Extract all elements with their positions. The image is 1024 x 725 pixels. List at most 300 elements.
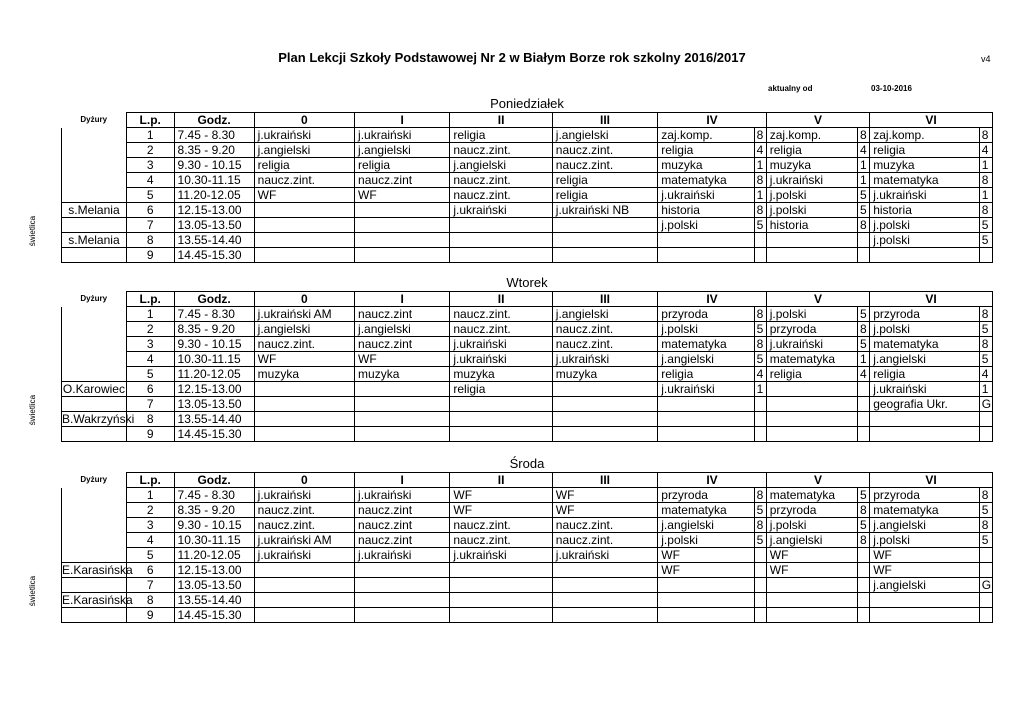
subject-cell: [658, 233, 754, 248]
lesson-number: 2: [126, 322, 174, 337]
table-row: [62, 173, 993, 188]
room-number-cell: [979, 412, 992, 427]
subject-cell: naucz.zint.: [450, 173, 552, 188]
class-header: VI: [870, 113, 993, 128]
subject-cell: przyroda: [658, 307, 754, 322]
class-header: V: [766, 473, 869, 488]
room-number-cell: [858, 397, 870, 412]
subject-cell: naucz.zint: [355, 173, 450, 188]
subject-cell: religia: [658, 367, 754, 382]
room-number-cell: 8: [754, 488, 766, 503]
subject-cell: j.ukraiński: [355, 128, 450, 143]
subject-cell: matematyka: [658, 337, 754, 352]
room-number-cell: 5: [979, 533, 992, 548]
subject-cell: naucz.zint.: [552, 533, 657, 548]
subject-cell: [450, 593, 552, 608]
subject-cell: [254, 412, 354, 427]
room-number-cell: 5: [979, 322, 992, 337]
subject-cell: j.ukraiński: [552, 548, 657, 563]
subject-cell: WF: [552, 488, 657, 503]
room-number-cell: 8: [858, 128, 870, 143]
subject-cell: WF: [870, 548, 980, 563]
room-number-cell: 5: [754, 218, 766, 233]
duty-cell: [62, 533, 127, 548]
subject-cell: WF: [870, 563, 980, 578]
lesson-number: 3: [126, 158, 174, 173]
room-number-cell: 5: [979, 503, 992, 518]
subject-cell: WF: [254, 352, 354, 367]
subject-cell: j.ukraiński: [254, 488, 354, 503]
subject-cell: j.polski: [658, 218, 754, 233]
duty-cell: E.Karasińska: [62, 563, 133, 577]
lesson-number: 4: [126, 173, 174, 188]
table-row: [62, 608, 993, 623]
lesson-time: 7.45 - 8.30: [174, 128, 254, 143]
subject-cell: religia: [552, 173, 657, 188]
subject-cell: j.polski: [870, 533, 980, 548]
class-header: III: [552, 292, 657, 307]
subject-cell: j.angielski: [870, 352, 980, 367]
subject-cell: religia: [766, 143, 857, 158]
lesson-time: 13.55-14.40: [174, 412, 254, 427]
duty-cell: [62, 248, 127, 263]
subject-cell: j.polski: [658, 533, 754, 548]
room-number-cell: [754, 548, 766, 563]
day-schedule-table: [61, 112, 993, 263]
duty-cell: [62, 397, 127, 412]
duty-cell: [62, 608, 127, 623]
subject-cell: [450, 412, 552, 427]
lesson-number: 1: [126, 488, 174, 503]
subject-cell: [870, 427, 980, 442]
class-header: V: [766, 113, 869, 128]
table-row: [62, 427, 993, 442]
subject-cell: j.ukraiński NB: [552, 203, 657, 218]
subject-cell: naucz.zint.: [254, 337, 354, 352]
subject-cell: j.angielski: [766, 533, 857, 548]
table-row: [62, 367, 993, 382]
subject-cell: j.angielski: [552, 128, 657, 143]
duty-cell: [62, 503, 127, 518]
subject-cell: j.polski: [766, 518, 857, 533]
room-number-cell: 8: [858, 218, 870, 233]
duty-header: Dyżury: [80, 475, 108, 484]
duty-cell: [62, 128, 127, 143]
room-number-cell: 1: [754, 382, 766, 397]
room-number-cell: 8: [754, 307, 766, 322]
room-number-cell: 5: [754, 533, 766, 548]
page-title: Plan Lekcji Szkoły Podstawowej Nr 2 w Białym Borze rok szkolny 2016/2017: [278, 50, 746, 65]
subject-cell: [355, 412, 450, 427]
time-header: Godz.: [174, 292, 254, 307]
class-header: II: [450, 292, 552, 307]
lesson-number: 8: [126, 593, 174, 608]
subject-cell: j.ukraiński: [658, 382, 754, 397]
lesson-number: 4: [126, 533, 174, 548]
subject-cell: j.angielski: [355, 322, 450, 337]
duty-cell: [62, 188, 127, 203]
room-number-cell: 5: [858, 307, 870, 322]
subject-cell: muzyka: [870, 158, 980, 173]
subject-cell: [254, 218, 354, 233]
lesson-time: 14.45-15.30: [174, 427, 254, 442]
subject-cell: WF: [450, 503, 552, 518]
duty-cell: E.Karasińska: [62, 593, 133, 607]
subject-cell: [552, 218, 657, 233]
lesson-number: 3: [126, 518, 174, 533]
lesson-number: 9: [126, 248, 174, 263]
lesson-time: 9.30 - 10.15: [174, 518, 254, 533]
subject-cell: [658, 248, 754, 263]
subject-cell: [766, 427, 857, 442]
subject-cell: [552, 233, 657, 248]
subject-cell: j.ukraiński: [254, 548, 354, 563]
lesson-number: 7: [126, 397, 174, 412]
subject-cell: matematyka: [870, 173, 980, 188]
class-header: I: [355, 292, 450, 307]
class-header: I: [355, 473, 450, 488]
room-number-cell: [858, 233, 870, 248]
subject-cell: [254, 427, 354, 442]
subject-cell: j.ukraiński: [766, 173, 857, 188]
room-number-cell: 1: [858, 173, 870, 188]
class-header: 0: [254, 473, 354, 488]
subject-cell: [870, 248, 980, 263]
room-number-cell: [979, 548, 992, 563]
subject-cell: j.angielski: [658, 352, 754, 367]
class-header: II: [450, 113, 552, 128]
table-row: [62, 337, 993, 352]
subject-cell: j.ukraiński: [658, 188, 754, 203]
subject-cell: przyroda: [766, 322, 857, 337]
subject-cell: j.ukraiński: [355, 548, 450, 563]
duty-cell: [62, 367, 127, 382]
table-row: [62, 563, 993, 578]
room-number-cell: 8: [858, 503, 870, 518]
lesson-number: 1: [126, 128, 174, 143]
subject-cell: naucz.zint.: [254, 503, 354, 518]
subject-cell: [552, 563, 657, 578]
subject-cell: naucz.zint.: [552, 322, 657, 337]
room-number-cell: 5: [858, 188, 870, 203]
subject-cell: religia: [870, 367, 980, 382]
day-schedule-table: [61, 472, 993, 623]
subject-cell: [254, 578, 354, 593]
subject-cell: [658, 578, 754, 593]
room-number-cell: 5: [754, 352, 766, 367]
subject-cell: j.ukraiński: [450, 352, 552, 367]
room-number-cell: 8: [979, 203, 992, 218]
duty-cell: [62, 158, 127, 173]
lesson-time: 13.55-14.40: [174, 593, 254, 608]
class-header: I: [355, 113, 450, 128]
day-title: Środa: [509, 456, 545, 471]
room-number-cell: 8: [979, 337, 992, 352]
class-header: VI: [870, 473, 993, 488]
room-number-cell: 5: [858, 203, 870, 218]
lesson-number: 8: [126, 412, 174, 427]
room-number-cell: [858, 382, 870, 397]
lesson-time: 11.20-12.05: [174, 367, 254, 382]
subject-cell: historia: [870, 203, 980, 218]
subject-cell: j.angielski: [254, 322, 354, 337]
room-number-cell: 5: [979, 218, 992, 233]
subject-cell: naucz.zint.: [552, 518, 657, 533]
lesson-number: 9: [126, 427, 174, 442]
table-row: [62, 307, 993, 322]
room-number-cell: 1: [858, 158, 870, 173]
subject-cell: przyroda: [658, 488, 754, 503]
room-number-cell: 8: [979, 488, 992, 503]
subject-cell: naucz.zint.: [450, 533, 552, 548]
room-number-cell: [754, 397, 766, 412]
room-number-cell: [754, 593, 766, 608]
subject-cell: matematyka: [870, 503, 980, 518]
duty-cell: [62, 548, 127, 563]
subject-cell: [355, 578, 450, 593]
class-header: III: [552, 473, 657, 488]
subject-cell: [766, 608, 857, 623]
subject-cell: [552, 593, 657, 608]
subject-cell: WF: [355, 188, 450, 203]
subject-cell: [450, 233, 552, 248]
lesson-time: 8.35 - 9.20: [174, 322, 254, 337]
subject-cell: j.angielski: [254, 143, 354, 158]
room-number-cell: 5: [858, 518, 870, 533]
subject-cell: WF: [658, 548, 754, 563]
subject-cell: j.angielski: [552, 307, 657, 322]
lesson-number: 1: [126, 307, 174, 322]
room-number-cell: [979, 427, 992, 442]
subject-cell: [658, 397, 754, 412]
subject-cell: j.polski: [658, 322, 754, 337]
lesson-number: 6: [126, 563, 174, 578]
room-number-cell: 4: [754, 143, 766, 158]
table-row: [62, 188, 993, 203]
room-number-cell: 8: [979, 518, 992, 533]
subject-cell: j.ukraiński: [552, 352, 657, 367]
table-header-row: [62, 292, 993, 307]
duty-cell: [62, 578, 127, 593]
room-number-cell: [754, 427, 766, 442]
class-header: IV: [658, 113, 766, 128]
lesson-number: 4: [126, 352, 174, 367]
class-header: III: [552, 113, 657, 128]
subject-cell: zaj.komp.: [658, 128, 754, 143]
subject-cell: zaj.komp.: [766, 128, 857, 143]
subject-cell: WF: [766, 548, 857, 563]
duty-header: Dyżury: [80, 294, 108, 303]
subject-cell: j.polski: [870, 218, 980, 233]
subject-cell: naucz.zint: [355, 503, 450, 518]
subject-cell: [450, 578, 552, 593]
subject-cell: [552, 412, 657, 427]
room-number-cell: [754, 608, 766, 623]
subject-cell: [870, 412, 980, 427]
lesson-time: 14.45-15.30: [174, 608, 254, 623]
duty-cell: [62, 488, 127, 503]
subject-cell: j.ukraiński: [450, 203, 552, 218]
lp-header: L.p.: [126, 292, 174, 307]
subject-cell: j.ukraiński: [254, 128, 354, 143]
subject-cell: [355, 563, 450, 578]
day-title: Wtorek: [506, 275, 548, 290]
subject-cell: j.polski: [766, 307, 857, 322]
lesson-time: 8.35 - 9.20: [174, 143, 254, 158]
subject-cell: [355, 382, 450, 397]
duty-cell: O.Karowiec: [62, 382, 125, 396]
subject-cell: j.ukraiński: [450, 548, 552, 563]
lp-header: L.p.: [126, 473, 174, 488]
subject-cell: religia: [552, 188, 657, 203]
table-row: [62, 518, 993, 533]
duty-cell: B.Wakrzyński: [62, 412, 135, 426]
room-number-cell: 5: [754, 322, 766, 337]
afterschool-side-label: świetlica: [28, 394, 37, 425]
subject-cell: matematyka: [766, 488, 857, 503]
table-header-row: [62, 473, 993, 488]
duty-cell: s.Melania: [62, 233, 127, 248]
room-number-cell: 8: [754, 518, 766, 533]
subject-cell: [552, 427, 657, 442]
subject-cell: [766, 412, 857, 427]
lesson-number: 7: [126, 578, 174, 593]
subject-cell: matematyka: [658, 173, 754, 188]
room-number-cell: 8: [979, 307, 992, 322]
duty-cell: [62, 218, 127, 233]
room-number-cell: [979, 563, 992, 578]
subject-cell: matematyka: [766, 352, 857, 367]
room-number-cell: [858, 248, 870, 263]
room-number-cell: [754, 412, 766, 427]
room-number-cell: [858, 593, 870, 608]
subject-cell: j.polski: [766, 203, 857, 218]
lesson-time: 7.45 - 8.30: [174, 307, 254, 322]
lesson-number: 7: [126, 218, 174, 233]
subject-cell: WF: [552, 503, 657, 518]
lesson-number: 5: [126, 548, 174, 563]
day-title: Poniedziałek: [490, 96, 564, 111]
room-number-cell: 5: [979, 352, 992, 367]
table-row: [62, 503, 993, 518]
subject-cell: naucz.zint.: [552, 143, 657, 158]
subject-cell: [658, 427, 754, 442]
room-number-cell: 1: [754, 188, 766, 203]
table-row: [62, 203, 993, 218]
lesson-number: 2: [126, 503, 174, 518]
afterschool-side-label: świetlica: [28, 215, 37, 246]
subject-cell: j.polski: [766, 188, 857, 203]
lesson-number: 6: [126, 382, 174, 397]
room-number-cell: 8: [754, 128, 766, 143]
subject-cell: [450, 427, 552, 442]
room-number-cell: [754, 578, 766, 593]
subject-cell: naucz.zint.: [254, 173, 354, 188]
table-row: [62, 322, 993, 337]
subject-cell: j.ukraiński: [870, 188, 980, 203]
subject-cell: [254, 593, 354, 608]
lesson-number: 5: [126, 367, 174, 382]
table-row: [62, 412, 993, 427]
room-number-cell: [754, 248, 766, 263]
subject-cell: [355, 218, 450, 233]
lesson-time: 13.05-13.50: [174, 578, 254, 593]
room-number-cell: 5: [754, 503, 766, 518]
lesson-number: 2: [126, 143, 174, 158]
lesson-time: 12.15-13.00: [174, 563, 254, 578]
room-number-cell: 8: [754, 203, 766, 218]
room-number-cell: [858, 608, 870, 623]
subject-cell: WF: [450, 488, 552, 503]
subject-cell: historia: [766, 218, 857, 233]
subject-cell: religia: [658, 143, 754, 158]
room-number-cell: 4: [979, 143, 992, 158]
subject-cell: [254, 248, 354, 263]
duty-cell: [62, 337, 127, 352]
table-row: [62, 248, 993, 263]
subject-cell: j.ukraiński: [870, 382, 980, 397]
duty-cell: [62, 143, 127, 158]
subject-cell: [870, 593, 980, 608]
lesson-time: 9.30 - 10.15: [174, 337, 254, 352]
subject-cell: WF: [355, 352, 450, 367]
subject-cell: [450, 563, 552, 578]
subject-cell: j.ukraiński: [450, 337, 552, 352]
room-number-cell: 1: [979, 188, 992, 203]
subject-cell: [254, 397, 354, 412]
subject-cell: j.angielski: [355, 143, 450, 158]
subject-cell: [552, 397, 657, 412]
room-number-cell: [754, 563, 766, 578]
subject-cell: [254, 608, 354, 623]
subject-cell: [552, 578, 657, 593]
class-header: IV: [658, 292, 766, 307]
subject-cell: naucz.zint.: [254, 518, 354, 533]
duty-cell: s.Melania: [62, 203, 127, 218]
room-number-cell: [979, 593, 992, 608]
subject-cell: naucz.zint: [355, 518, 450, 533]
lesson-time: 11.20-12.05: [174, 548, 254, 563]
subject-cell: zaj.komp.: [870, 128, 980, 143]
subject-cell: [552, 248, 657, 263]
subject-cell: naucz.zint.: [450, 143, 552, 158]
subject-cell: [658, 412, 754, 427]
lesson-number: 6: [126, 203, 174, 218]
subject-cell: j.ukraiński: [355, 488, 450, 503]
subject-cell: religia: [870, 143, 980, 158]
room-number-cell: 4: [979, 367, 992, 382]
class-header: 0: [254, 292, 354, 307]
table-row: [62, 593, 993, 608]
afterschool-side-label: świetlica: [28, 575, 37, 606]
subject-cell: naucz.zint.: [450, 322, 552, 337]
duty-cell: [62, 427, 127, 442]
table-row: [62, 218, 993, 233]
subject-cell: [552, 608, 657, 623]
subject-cell: religia: [254, 158, 354, 173]
subject-cell: [766, 593, 857, 608]
room-number-cell: 5: [858, 337, 870, 352]
subject-cell: muzyka: [552, 367, 657, 382]
room-number-cell: 8: [754, 337, 766, 352]
duty-cell: [62, 307, 127, 322]
subject-cell: [254, 382, 354, 397]
subject-cell: [254, 233, 354, 248]
class-header: VI: [870, 292, 993, 307]
subject-cell: geografia Ukr.: [870, 397, 980, 412]
table-row: [62, 382, 993, 397]
subject-cell: [355, 203, 450, 218]
